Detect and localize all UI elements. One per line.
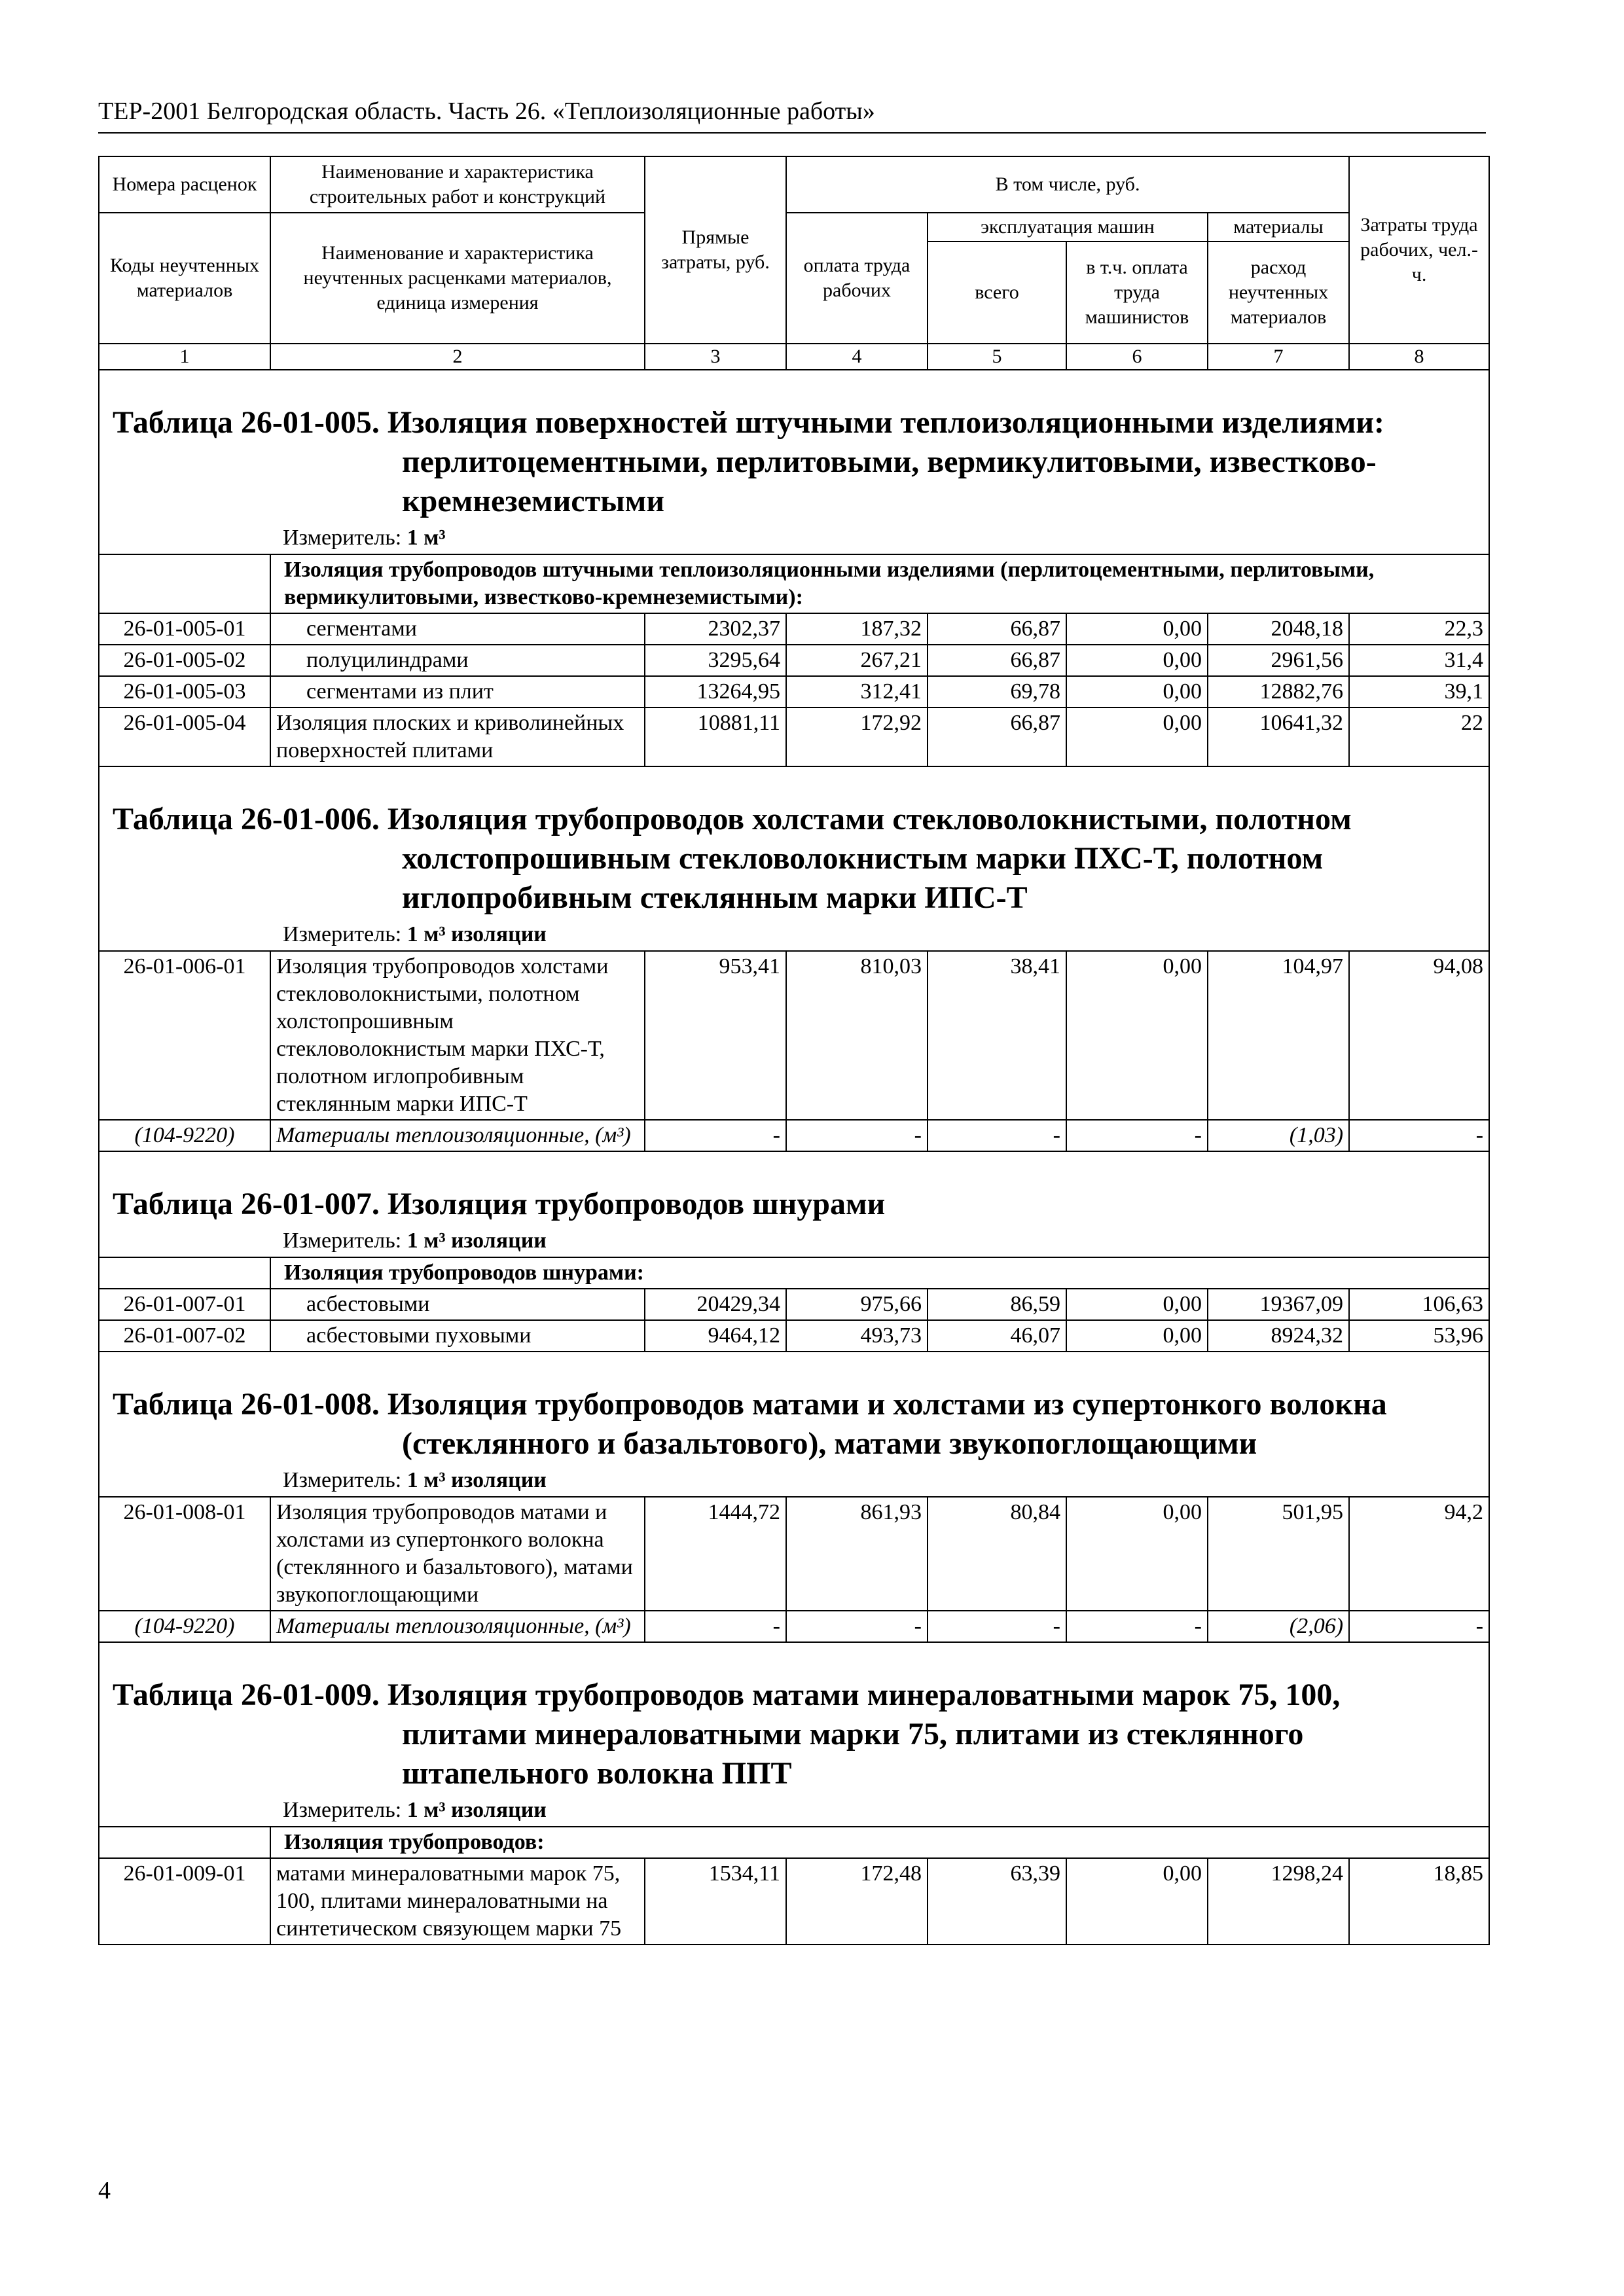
table-cell: 63,39 — [928, 1858, 1066, 1945]
table-cell: - — [645, 1611, 786, 1642]
table-cell: 8924,32 — [1208, 1320, 1349, 1352]
price-table — [98, 156, 1489, 1945]
table-cell: 13264,95 — [645, 676, 786, 708]
table-cell: 22,3 — [1349, 613, 1489, 645]
table-cell: 0,00 — [1066, 613, 1208, 645]
table-cell: (104-9220) — [99, 1120, 270, 1151]
col-header-material-names: Наименование и характеристика неучтенных расценками материалов, единица измерения — [270, 213, 645, 344]
table-cell: сегментами — [270, 613, 645, 645]
table-row — [99, 1858, 1489, 1945]
group-heading: Изоляция трубопроводов шнурами: — [270, 1257, 1489, 1289]
table-cell: 267,21 — [786, 645, 928, 676]
col-number: 2 — [270, 344, 645, 370]
measure-unit: Измеритель: 1 м³ — [283, 526, 446, 550]
table-cell: 2302,37 — [645, 613, 786, 645]
table-cell: 501,95 — [1208, 1497, 1349, 1611]
col-number: 7 — [1208, 344, 1349, 370]
table-cell: - — [928, 1120, 1066, 1151]
table-cell: 0,00 — [1066, 1858, 1208, 1945]
table-cell: 66,87 — [928, 613, 1066, 645]
table-cell: Изоляция трубопроводов матами и холстами из супертонкого волокна (стеклянного и базальтового), матами звукопоглощающими — [270, 1497, 645, 1611]
section-title-cell — [99, 1151, 1489, 1257]
table-cell: 0,00 — [1066, 676, 1208, 708]
table-cell: матами минераловатными марок 75, 100, плитами минераловатными на синтетическом связующем марки 75 — [270, 1858, 645, 1945]
table-cell: 0,00 — [1066, 708, 1208, 766]
table-cell: (2,06) — [1208, 1611, 1349, 1642]
col-number: 5 — [928, 344, 1066, 370]
table-cell: - — [645, 1120, 786, 1151]
page-header: ТЕР-2001 Белгородская область. Часть 26. «Теплоизоляционные работы» — [98, 97, 1486, 134]
table-cell: 1444,72 — [645, 1497, 786, 1611]
table-cell: 172,48 — [786, 1858, 928, 1945]
col-number: 4 — [786, 344, 928, 370]
table-cell: - — [1066, 1120, 1208, 1151]
measure-unit: Измеритель: 1 м³ изоляции — [283, 1468, 547, 1492]
col-header-materials: материалы — [1208, 213, 1349, 242]
table-cell: 94,2 — [1349, 1497, 1489, 1611]
table-row — [99, 613, 1489, 645]
table-cell: асбестовыми пуховыми — [270, 1320, 645, 1352]
table-cell: Изоляция плоских и криволинейных поверхностей плитами — [270, 708, 645, 766]
table-cell: 0,00 — [1066, 1497, 1208, 1611]
table-cell: 9464,12 — [645, 1320, 786, 1352]
table-cell: 26-01-009-01 — [99, 1858, 270, 1945]
table-cell: 106,63 — [1349, 1289, 1489, 1320]
table-cell: 493,73 — [786, 1320, 928, 1352]
page-number: 4 — [98, 2177, 111, 2204]
table-cell: - — [786, 1611, 928, 1642]
table-cell: - — [786, 1120, 928, 1151]
table-cell: 80,84 — [928, 1497, 1066, 1611]
table-cell: 2961,56 — [1208, 645, 1349, 676]
table-row — [99, 1120, 1489, 1151]
table-row — [99, 1320, 1489, 1352]
table-cell: 26-01-005-04 — [99, 708, 270, 766]
table-cell: 20429,34 — [645, 1289, 786, 1320]
table-row — [99, 1497, 1489, 1611]
table-cell: 975,66 — [786, 1289, 928, 1320]
table-cell: 38,41 — [928, 951, 1066, 1120]
table-cell: 10881,11 — [645, 708, 786, 766]
table-cell: полуцилиндрами — [270, 645, 645, 676]
table-cell: 26-01-006-01 — [99, 951, 270, 1120]
measure-unit: Измеритель: 1 м³ изоляции — [283, 1229, 547, 1253]
table-cell: Материалы теплоизоляционные, (м³) — [270, 1120, 645, 1151]
table-cell: 10641,32 — [1208, 708, 1349, 766]
table-cell: 172,92 — [786, 708, 928, 766]
table-cell: 31,4 — [1349, 645, 1489, 676]
table-cell: асбестовыми — [270, 1289, 645, 1320]
table-cell: 26-01-007-01 — [99, 1289, 270, 1320]
section-title: Таблица 26-01-005. Изоляция поверхностей штучными теплоизоляционными изделиями: перлитоцементными, перлитовыми, вермикулитовыми, известково-кремнеземистыми — [113, 405, 1385, 518]
table-cell: 187,32 — [786, 613, 928, 645]
table-row — [99, 676, 1489, 708]
section-title-cell — [99, 1642, 1489, 1827]
table-cell: 39,1 — [1349, 676, 1489, 708]
col-header-machinist-pay: в т.ч. оплата труда машинистов — [1066, 242, 1208, 344]
table-row — [99, 1289, 1489, 1320]
group-heading: Изоляция трубопроводов штучными теплоизоляционными изделиями (перлитоцементными, перлитовыми, вермикулитовыми, известково-кремнеземистыми): — [270, 554, 1489, 613]
table-cell: 69,78 — [928, 676, 1066, 708]
table-cell: 53,96 — [1349, 1320, 1489, 1352]
table-cell: - — [1349, 1120, 1489, 1151]
col-header-material-codes: Коды неучтенных материалов — [99, 213, 270, 344]
table-cell: 0,00 — [1066, 1320, 1208, 1352]
section-title: Таблица 26-01-006. Изоляция трубопроводов холстами стекловолокнистыми, полотном холстопрошивным стекловолокнистым марки ПХС-Т, полотном иглопробивным стеклянным марки ИПС-Т — [113, 802, 1352, 915]
table-row — [99, 645, 1489, 676]
col-header-work-name: Наименование и характеристика строительных работ и конструкций — [270, 156, 645, 213]
col-header-material-consumption: расход неучтенных материалов — [1208, 242, 1349, 344]
table-cell: 18,85 — [1349, 1858, 1489, 1945]
col-header-labor-costs: Затраты труда рабочих, чел.-ч. — [1349, 156, 1489, 344]
table-cell: 312,41 — [786, 676, 928, 708]
table-cell: 3295,64 — [645, 645, 786, 676]
col-number: 1 — [99, 344, 270, 370]
col-header-machines: эксплуатация машин — [928, 213, 1208, 242]
table-cell: 22 — [1349, 708, 1489, 766]
table-cell: 86,59 — [928, 1289, 1066, 1320]
table-row — [99, 951, 1489, 1120]
table-cell: 861,93 — [786, 1497, 928, 1611]
col-header-machines-total: всего — [928, 242, 1066, 344]
table-cell: 94,08 — [1349, 951, 1489, 1120]
table-cell: 66,87 — [928, 708, 1066, 766]
section-title: Таблица 26-01-007. Изоляция трубопроводов шнурами — [113, 1187, 886, 1221]
section-title-cell — [99, 766, 1489, 951]
table-cell: 26-01-007-02 — [99, 1320, 270, 1352]
table-cell: 953,41 — [645, 951, 786, 1120]
table-cell: 12882,76 — [1208, 676, 1349, 708]
section-title-cell — [99, 370, 1489, 554]
col-header-including: В том числе, руб. — [786, 156, 1349, 213]
table-cell: 810,03 — [786, 951, 928, 1120]
section-title: Таблица 26-01-008. Изоляция трубопроводов матами и холстами из супертонкого волокна (стеклянного и базальтового), матами звукопоглощающими — [113, 1387, 1387, 1461]
table-cell: 26-01-005-03 — [99, 676, 270, 708]
table-cell: Материалы теплоизоляционные, (м³) — [270, 1611, 645, 1642]
table-cell: 26-01-005-01 — [99, 613, 270, 645]
table-cell: 1298,24 — [1208, 1858, 1349, 1945]
section-title: Таблица 26-01-009. Изоляция трубопроводов матами минераловатными марок 75, 100, плитами минераловатными марки 75, плитами из стеклянного штапельного волокна ППТ — [113, 1677, 1341, 1791]
table-cell: 2048,18 — [1208, 613, 1349, 645]
table-cell: 26-01-008-01 — [99, 1497, 270, 1611]
table-cell: - — [1066, 1611, 1208, 1642]
table-cell: сегментами из плит — [270, 676, 645, 708]
table-row — [99, 708, 1489, 766]
col-number: 3 — [645, 344, 786, 370]
table-cell: (104-9220) — [99, 1611, 270, 1642]
measure-unit: Измеритель: 1 м³ изоляции — [283, 1798, 547, 1822]
group-heading: Изоляция трубопроводов: — [270, 1827, 1489, 1858]
table-cell: (1,03) — [1208, 1120, 1349, 1151]
table-cell: 0,00 — [1066, 645, 1208, 676]
table-cell: 1534,11 — [645, 1858, 786, 1945]
col-header-direct-costs: Прямые затраты, руб. — [645, 156, 786, 344]
table-cell: - — [1349, 1611, 1489, 1642]
table-cell: 0,00 — [1066, 1289, 1208, 1320]
table-cell: 19367,09 — [1208, 1289, 1349, 1320]
table-cell: 66,87 — [928, 645, 1066, 676]
col-header-worker-pay: оплата труда рабочих — [786, 213, 928, 344]
table-cell: 0,00 — [1066, 951, 1208, 1120]
measure-unit: Измеритель: 1 м³ изоляции — [283, 922, 547, 946]
table-cell: - — [928, 1611, 1066, 1642]
col-header-rate-numbers: Номера расценок — [99, 156, 270, 213]
table-cell: 104,97 — [1208, 951, 1349, 1120]
table-cell: 46,07 — [928, 1320, 1066, 1352]
table-cell: Изоляция трубопроводов холстами стекловолокнистыми, полотном холстопрошивным стекловолокнистым марки ПХС-Т, полотном иглопробивным стеклянным марки ИПС-Т — [270, 951, 645, 1120]
table-cell: 26-01-005-02 — [99, 645, 270, 676]
col-number: 8 — [1349, 344, 1489, 370]
section-title-cell — [99, 1352, 1489, 1497]
col-number: 6 — [1066, 344, 1208, 370]
table-row — [99, 1611, 1489, 1642]
